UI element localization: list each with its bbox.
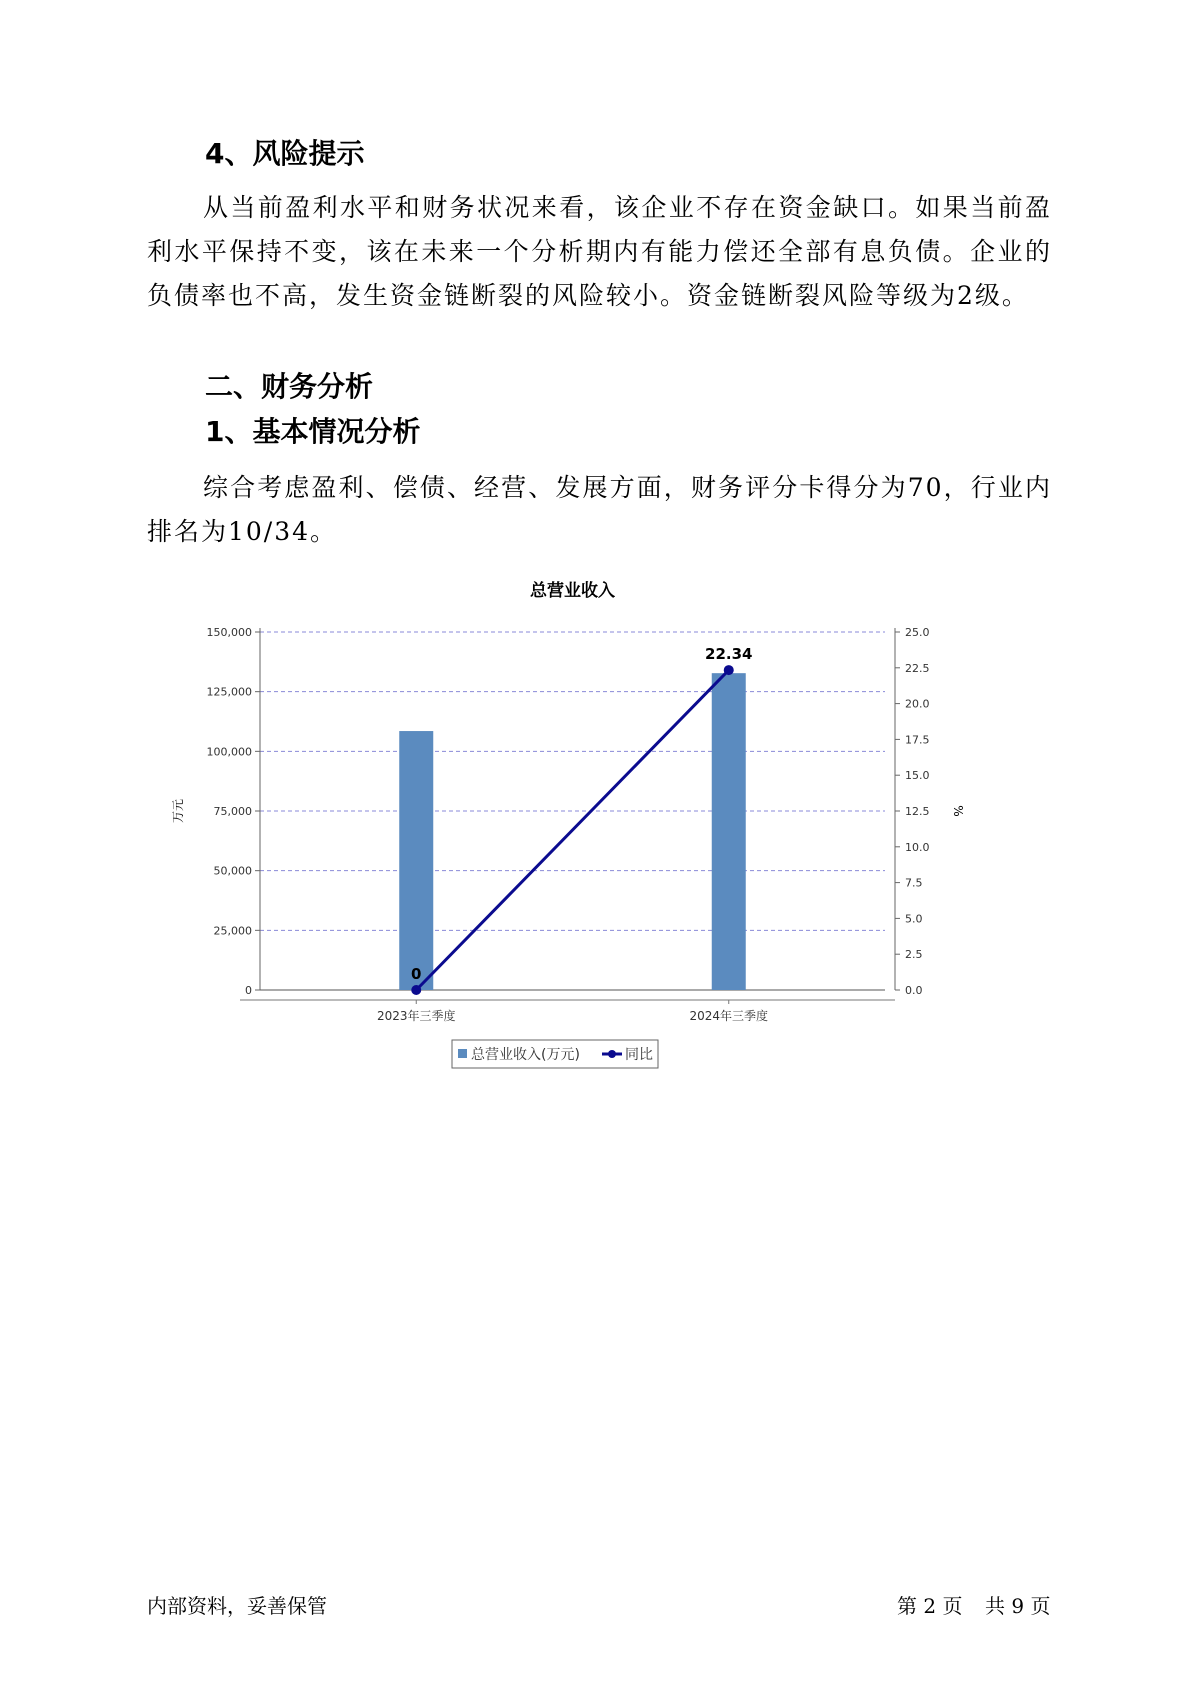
legend-line-label: 同比 (625, 1047, 653, 1063)
yoy-point (724, 665, 734, 675)
y-tick-label: 125,000 (206, 685, 252, 699)
bar-revenue (399, 731, 433, 990)
basic-analysis-paragraph: 综合考虑盈利、偿债、经营、发展方面，财务评分卡得分为70，行业内排名为10/34。 (147, 473, 1052, 546)
legend-bar-label: 总营业收入(万元) (471, 1047, 580, 1063)
y2-axis-label: % (951, 805, 965, 817)
y2-tick-label: 25.0 (905, 626, 930, 639)
y-tick-label: 150,000 (206, 626, 252, 639)
y2-tick-label: 17.5 (905, 733, 930, 747)
y-axis-label: 万元 (171, 798, 185, 824)
x-tick-label: 2024年三季度 (689, 1009, 769, 1023)
yoy-data-label: 0 (411, 965, 422, 983)
y2-tick-label: 10.0 (905, 840, 930, 854)
risk-heading: 4、风险提示 (205, 137, 365, 170)
y2-tick-label: 2.5 (905, 948, 923, 962)
yoy-line (416, 670, 729, 990)
y2-tick-label: 15.0 (905, 769, 930, 783)
y-tick-label: 75,000 (213, 805, 252, 818)
footer-confidential: 内部资料，妥善保管 (147, 1594, 327, 1618)
revenue-chart (170, 580, 970, 1063)
legend-bar-swatch (458, 1049, 467, 1058)
y2-tick-label: 5.0 (905, 912, 923, 926)
chart-title: 总营业收入 (530, 581, 615, 601)
yoy-point (411, 985, 421, 995)
footer-page-number: 第 2 页 (897, 1594, 963, 1618)
basic-analysis-heading: 1、基本情况分析 (205, 415, 421, 448)
y-tick-label: 100,000 (206, 745, 252, 759)
y2-tick-label: 22.5 (905, 661, 930, 675)
x-tick-label: 2023年三季度 (376, 1009, 456, 1023)
yoy-data-label: 22.34 (705, 645, 753, 664)
finance-heading: 二、财务分析 (205, 370, 374, 403)
bar-revenue (712, 673, 746, 990)
legend-line-marker (608, 1050, 616, 1058)
y-tick-label: 25,000 (213, 924, 252, 938)
y2-tick-label: 7.5 (905, 876, 923, 890)
y2-tick-label: 12.5 (905, 805, 930, 818)
revenue-chart-svg (170, 580, 970, 1063)
y-tick-label: 50,000 (213, 864, 252, 878)
y-tick-label: 0 (245, 984, 252, 997)
footer-total-pages: 共 9 页 (985, 1594, 1051, 1618)
y2-tick-label: 20.0 (905, 697, 930, 711)
y2-tick-label: 0.0 (905, 984, 923, 997)
chart-body (171, 580, 965, 1068)
risk-paragraph: 从当前盈利水平和财务状况来看，该企业不存在资金缺口。如果当前盈利水平保持不变，该在未来一个分析期内有能力偿还全部有息负债。企业的负债率也不高，发生资金链断裂的风险较小。资金链断裂风险等级为2级。 (147, 193, 1052, 310)
